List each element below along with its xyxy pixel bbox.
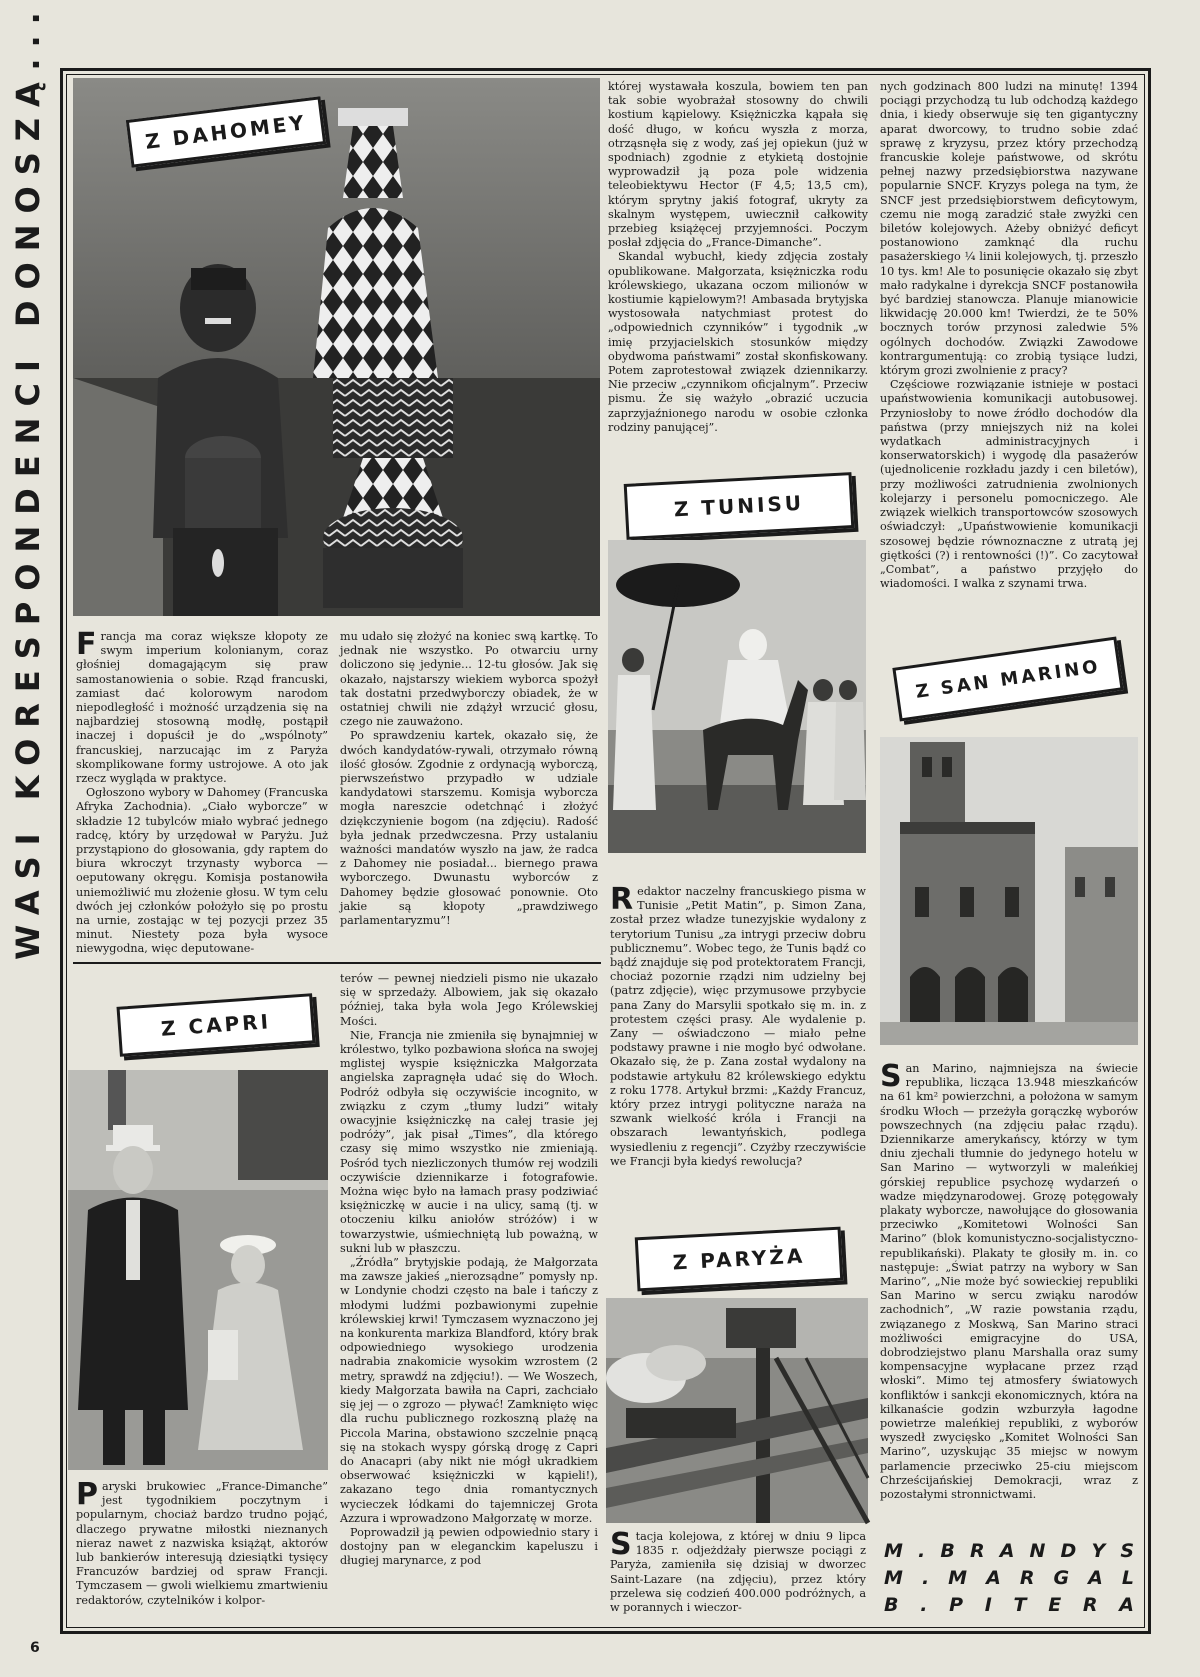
capri-paragraph: Nie, Francja nie zmieniła się bynajmniej w królestwo, tylko pozbawiona słońca na swojej mglistej wyspie księżniczka Małgorzata angielska zapragnęła udać się do Włoch. Podróż odbyła się oczywiście incognito, w związku z czym „tłumy ludzi” witały owacyjnie księżniczkę na całej trasie jej podróży”, jak pisał „Times”, dla którego czasy się mimo wszystko nie zmieniają. Pośród tych niezliczonych tłumów rej wodzili oczywiście dziennikarze i fotografowie. Można więc było na łamach prasy podziwiać księżniczkę w aucie i na ulicy, samą (tj. w otoczeniu kilku aniołów stróżów) i w towarzystwie, uśmiechniętą lub poważną, w sukni lub w płaszczu. bbox=[340, 1028, 598, 1255]
dahomey-paragraph: rancja ma coraz większe kłopoty ze swym imperium kolonianym, coraz głośniej domagającym się praw samostanowienia o sobie. Rząd francuski, zamiast dać kolorowym narodom niepodległość i możność urządzenia się na najbardziej stosowną modłę, postąpił inaczej i dopuścił je do „wspólnoty” francuskiej, narzucając im z Paryża skomplikowane formy ustrojowe. A oto jak rzecz wygląda w praktyce. bbox=[76, 630, 328, 786]
tunis-dropcap: R bbox=[610, 882, 634, 917]
label-dahomey: Z DAHOMEY bbox=[126, 96, 326, 168]
paris-continuation-paragraph: Częściowe rozwiązanie istnieje w postaci upaństwowienia komunikacji autobusowej. Przyniosłoby to nowe źródło dochodów dla państwa (przy mniejszych niż na kolei wydatkach administracyjnych i konserwatorskich) i wygodę dla pasażerów (ujednolicenie rozkładu jazdy i cen biletów), przy możliwości zatrudnienia zwolnionych kolejarzy i personelu pomocniczego. Ale związek wielkich transportowców szosowych oświadczył: „Upaństwowienie komunikacji szosowej będzie równoznaczne z utratą jej giętkości (?) i rentowności (!)”. Co zacytował „Combat”, a państwo przyjęło do wiadomości. I walka z szynami trwa. bbox=[880, 378, 1138, 591]
capri-paragraph: Poprowadził ją pewien odpowiednio stary i dostojny pan w eleganckim kapeluszu i długiej marynarce, z pod bbox=[340, 1525, 598, 1568]
label-paris: Z PARYŻA bbox=[635, 1227, 844, 1292]
san-marino-paragraph: an Marino, najmniejsza na świecie republika, licząca 13.948 mieszkańców na 61 km² powierzchni, a położona w samym środku Włoch — przeżyła gorączkę wyborów powszechnych (na zdjęciu pałac rządu). Dziennikarze amerykańscy, którzy w tym dniu zjechali tłumnie do jedynego hotelu w San Marino — wytworzyli w maleńkiej górskiej republice psychozę wydarzeń o wadze międzynarodowej. Grozę potęgowały plakaty wyborcze, nawołujące do głosowania przeciwko „Komitetowi Wolności San Marino” (blok komunistyczno-socjalistyczno-republikański). Plakaty te głosiły m. in. co następuje: „Świat patrzy na wybory w San Marino”, „Nie może być sowieckiej republiki San Marino w sercu zwiąku narodów zachodnich”, „W razie powstania rządu, związanego z Moskwą, San Marino straci możliwości emigracyjne do USA, dobrodziejstwo planu Marshalla oraz sumy kompensacyjne wypłacane przez rząd włoski”. Mimo tej atmosfery światowych konfliktów i sankcji ekonomicznych, która na kilkanaście godzin wzburzyła łagodne powietrze maleńkiej republiki, z wyborów wyszedł zwycięsko „Komitet Wolności San Marino”, uzyskując 35 miejsc w nowym parlamencie przeciwko 25-ciu miejscom Chrześcijańskiej Demokracji, wraz z pozostałymi stronnictwami. bbox=[880, 1062, 1138, 1502]
author-name: M . M A R G A L bbox=[884, 1567, 1134, 1589]
author-signature bbox=[884, 1567, 1134, 1589]
capri-article-col1 bbox=[76, 1477, 328, 1625]
capri-photo bbox=[68, 1070, 328, 1470]
dahomey-paragraph: Ogłoszono wybory w Dahomey (Francuska Afryka Zachodnia). „Ciało wyborcze” w składzie 12 tubylców miało wybrać jednego radcę, który by urzędował w Paryżu. Już przystąpiono do głosowania, gdy raptem do biura wkroczyt trzynasty wyborca — oeputowany okręgu. Komisja postanowiła uniemożliwić mu złożenie głosu. W tym celu dwóch jej członków położyło się po prostu na urnie, zostając w tej pozycji przez 35 minut. Niestety poza była wysoce niewygodna, więc deputowane- bbox=[76, 786, 328, 956]
paris-dropcap: S bbox=[610, 1527, 632, 1562]
page-number: 6 bbox=[30, 1640, 40, 1656]
dahomey-paragraph: Po sprawdzeniu kartek, okazało się, że dwóch kandydatów-rywali, otrzymało równą ilość głosów. Zgodnie z ordynacją wyborczą, pierwszeństwo przypadło w udziale kandydatowi starszemu. Komisja wyborcza mogła nareszcie odetchnąć i złożyć dziękczynienie bogom (na zdjęciu). Radość była jednak przedwczesna. Przy ustalaniu ważności mandatów wyszło na jaw, że radca z Dahomey nie posiadał... biernego prawa wyborczego. Dwunastu wyborców z Dahomey będzie głosować ponownie. Oto jakie są kłopoty „prawdziwego parlamentaryzmu”! bbox=[340, 729, 598, 928]
capri-people-image bbox=[68, 1070, 328, 1470]
paris-continuation bbox=[880, 80, 1138, 625]
side-title: WASI KORESPONDENCI DONOSZĄ... bbox=[9, 1, 47, 960]
paris-paragraph: tacja kolejowa, z której w dniu 9 lipca 1835 r. odjeżdżały pierwsze pociągi z Paryża, zamieniła się dzisiaj w dworzec Saint-Lazare (na zdjęciu), przez który przelewa się codzień 400.000 podróżnych, a w porannych i wieczor- bbox=[610, 1530, 866, 1615]
tunis-article bbox=[610, 882, 866, 1200]
paris-photo bbox=[606, 1298, 868, 1523]
author-name: B . P I T E R A bbox=[884, 1594, 1134, 1616]
author-signature bbox=[884, 1540, 1134, 1562]
paris-continuation-paragraph: nych godzinach 800 ludzi na minutę! 1394 pociągi przychodzą tu lub odchodzą każdego dnia, i kiedy obserwuje się ten gigantyczny aparat dworcowy, to trudno sobie zdać sprawę z kryzysu, przez który przechodzą francuskie koleje państwowe, od skrótu pełnej nazwy przedsiębiorstwa nazywane popularnie SNCF. Kryzys polega na tym, że SNCF jest przedsiębiorstwem deficytowym, czemu nie mogą zaradzić stałe zwyżki cen biletów kolejowych. Ażeby obniżyć deficyt postanowiono zamknąć dla ruchu pasażerskiego ¼ linii kolejowych, tj. przeszło 10 tys. km! Ale to posunięcie okazało się zbyt mało radykalne i dyrekcja SNCF postanowiła być bardziej stanowcza. Planuje mianowicie likwidację 20.000 km! Twierdzi, że te 50% bocznych torów przynosi zaledwie 5% ogólnych dochodów. Związki Zawodowe kontrargumentują: co zrobią tysiące ludzi, którym grozi zwolnienie z pracy? bbox=[880, 80, 1138, 378]
paris-station-image bbox=[606, 1298, 868, 1523]
dahomey-dropcap: F bbox=[76, 627, 97, 662]
san-marino-article bbox=[880, 1059, 1138, 1540]
capri-paragraph: „Źródła” brytyjskie podają, że Małgorzata ma zawsze jakieś „nierozsądne” pomysły np. w Londynie chodzi często na bale i tańczy z młodymi ludźmi pozbawionymi zupełnie królewskiej krwi! Tymczasem wyznaczono jej na konkurenta markiza Blandford, który brak odpowiedniego wysokiego urodzenia nadrabia znakomicie wysokim wzrostem (2 metry, sprawdź na zdjęciu!). — We Woszech, kiedy Małgorzata bawiła na Capri, zachciało się jej — o zgrozo — pływać! Zamknięto więc dla ruchu publicznego rozkoszną plażę na Piccola Marina, obstawiono szczelnie pnącą się na stokach wyspy górską drogę z Capri do Anacapri (aby nikt nie mógł ukradkiem obserwować księżniczki w kąpieli!), zakazano tego dnia romantycznych wycieczek łódkami do tajemniczej Grota Azzura i wprowadzono Małgorzatę w morze. bbox=[340, 1256, 598, 1525]
tunis-photo bbox=[608, 540, 866, 853]
author-signature bbox=[884, 1594, 1134, 1616]
label-tunis: Z TUNISU bbox=[624, 472, 855, 540]
san-marino-palace-image bbox=[880, 737, 1138, 1045]
capri-paragraph: aryski brukowiec „France-Dimanche” jest tygodnikiem poczytnym i popularnym, chociaż bardzo trudno pojąć, dlaczego prywatne miłostki nieznanych nieraz nawet z nazwiska książąt, aktorów lub bankierów interesują dziesiątki tysięcy Francuzów bardziej od spraw Francji. Tymczasem — gwoli wielkiemu zmartwieniu redaktorów, czytelników i kolpor- bbox=[76, 1480, 328, 1607]
capri-article-col2 bbox=[340, 972, 598, 1625]
capri-continuation-paragraph: Skandal wybuchł, kiedy zdjęcia zostały opublikowane. Małgorzata, księżniczka rodu królewskiego, ukazana oczom milionów w kostiumie kąpielowym?! Ambasada brytyjska wystosowała natychmiast protest do „odpowiednich czynników” i tygodnik „w imię przyjacielskich stosunków między obydwoma państwami” został skonfiskowany. Potem zaprotestował związek dziennikarzy. Nie przeciw „czynnikom oficjalnym”. Przeciw pismu. Że się ważyło „obrazić uczucia zaprzyjaźnionego narodu w osobie członka rodziny panującej”. bbox=[608, 250, 868, 434]
label-capri: Z CAPRI bbox=[116, 993, 315, 1057]
side-title-area bbox=[4, 1, 52, 960]
capri-continuation-paragraph: której wystawała koszula, bowiem ten pan tak sobie wyobrażał stosowny do chwili kostium kąpielowy. Księżniczka kąpała się dość długo, w końcu wyszła z morza, otrząsnęła się z wody, zaś jej opiekun (już w spodniach) zgodnie z etykietą dostojnie wyprowadził ją poza pole widzenia teleobiektywu Hector (F 4,5; 13,5 cm), którym sprytny jakiś fotograf, ukryty za skalnym występem, uwiecznił całkowity przebieg książęcej przyjemności. Poczym posłał zdjęcia do „France-Dimanche”. bbox=[608, 80, 868, 250]
tunis-paragraph: edaktor naczelny francuskiego pisma w Tunisie „Petit Matin”, p. Simon Zana, został przez władze tunezyjskie wydalony z terytorium Tunisu „za intrygi przeciw dobru publicznemu”. Wobec tego, że Tunis bądź co bądź znajduje się pod protektoratem Francji, chociaż pozornie rządzi nim udzielny bej (patrz zdjęcie), więc przymusowe przybycie pana Zany do Marsylii spotkało się m. in. z protestem części prasy. Ale wydalenie p. Zany — oświadczono — miało pełne podstawy prawne i nie mogło być odwołane. Okazało się, że p. Zana został wydalony na podstawie artykułu 82 królewskiego edyktu z roku 1778. Artykuł brzmi: „Każdy Francuz, który przez intrygi polityczne naraża na szwank wielkość króla i Francji na obszarach lewantyńskich, podlega wysiedleniu z regencji”. Czyżby rzeczywiście we Francji była kiedyś rewolucja? bbox=[610, 885, 866, 1168]
dahomey-article-col1 bbox=[76, 627, 328, 956]
san-marino-photo bbox=[880, 737, 1138, 1045]
san-marino-dropcap: S bbox=[880, 1059, 902, 1094]
dahomey-article-col2 bbox=[340, 630, 598, 932]
label-san-marino: Z SAN MARINO bbox=[892, 637, 1123, 722]
author-name: M . B R A N D Y S bbox=[884, 1540, 1134, 1562]
dahomey-paragraph: mu udało się złożyć na koniec swą kartkę. To jednak nie wszystko. Po otwarciu urny doliczono się jedynie... 12-tu głosów. Jak się okazało, najstarszy wiekiem wyborca spożył tak dostatni przedwyborczy obiadek, że w ostatniej chwili nie zdążył wrzucić głosu, czego nie zauważono. bbox=[340, 630, 598, 729]
tunis-procession-image bbox=[608, 540, 866, 853]
paris-article bbox=[610, 1527, 866, 1625]
capri-dropcap: P bbox=[76, 1477, 98, 1512]
capri-continuation bbox=[608, 80, 868, 464]
capri-paragraph: terów — pewnej niedzieli pismo nie ukazało się w sprzedaży. Albowiem, jak się okazało później, taka była wola Jego Królewskiej Mości. bbox=[340, 972, 598, 1028]
section-divider bbox=[73, 962, 601, 964]
